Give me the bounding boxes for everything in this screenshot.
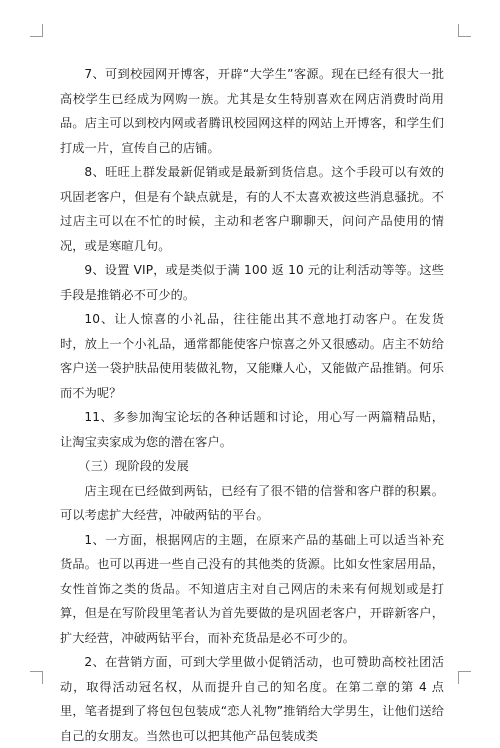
paragraph-item-7: 7、可到校园网开博客，开辟“大学生”客源。现在已经有很大一批高校学生已经成为网购一族。尤其是女生特别喜欢在网店消费时尚用品。店主可以到校内网或者腾讯校园网这样的网站上开博客，和学生们打成一片，宣传自己的店铺。 <box>60 67 444 155</box>
paragraph-item-8: 8、旺旺上群发最新促销或是最新到货信息。这个手段可以有效的巩固老客户，但是有个缺点就是，有的人不太喜欢被这些消息骚扰。不过店主可以在不忙的时候，主动和老客户聊聊天，问问产品使用的情况，或是寒暄几句。 <box>60 165 444 253</box>
crop-mark-top-left <box>30 24 43 37</box>
paragraph-current-stage-intro: 店主现在已经做到两钻，已经有了很不错的信誉和客户群的积累。可以考虑扩大经营，冲破两钻的平台。 <box>60 483 444 522</box>
paragraph-current-stage-1: 1、一方面，根据网店的主题，在原来产品的基础上可以适当补充货品。也可以再进一些自己没有的其他类的货源。比如女性家居用品，女性首饰之类的货品。不知道店主对自己网店的未来有何规划或是打算，但是在写阶段里笔者认为首先要做的是巩固老客户，开辟新客户，扩大经营，冲破两钻平台，而补充货品是必不可少的。 <box>60 532 444 645</box>
paragraph-current-stage-2: 2、在营销方面，可到大学里做小促销活动，也可赞助高校社团活动，取得活动冠名权，从而提升自己的知名度。在第二章的第 4 点里，笔者提到了将包包包装成“恋人礼物”推销给大学男生，让他们送给自己的女朋友。当然也可以把其他产品包装成类 <box>60 655 444 743</box>
document-body <box>60 62 444 748</box>
crop-mark-top-right <box>458 24 471 37</box>
section-heading-current-stage: （三）现阶段的发展 <box>78 459 189 473</box>
paragraph-item-9: 9、设置 VIP，或是类似于满 100 返 10 元的让利活动等等。这些手段是推销必不可少的。 <box>60 263 444 302</box>
crop-mark-bottom-left <box>30 671 43 684</box>
crop-mark-bottom-right <box>458 671 471 684</box>
paragraph-item-10: 10、让人惊喜的小礼品，往往能出其不意地打动客户。在发货时，放上一个小礼品，通常都能使客户惊喜之外又很感动。店主不妨给客户送一袋护肤品使用装做礼物，又能赚人心，又能做产品推销。何乐而不为呢？ <box>60 312 444 400</box>
paragraph-item-11: 11、多参加淘宝论坛的各种话题和讨论，用心写一两篇精品贴，让淘宝卖家成为您的潜在客户。 <box>60 410 444 449</box>
